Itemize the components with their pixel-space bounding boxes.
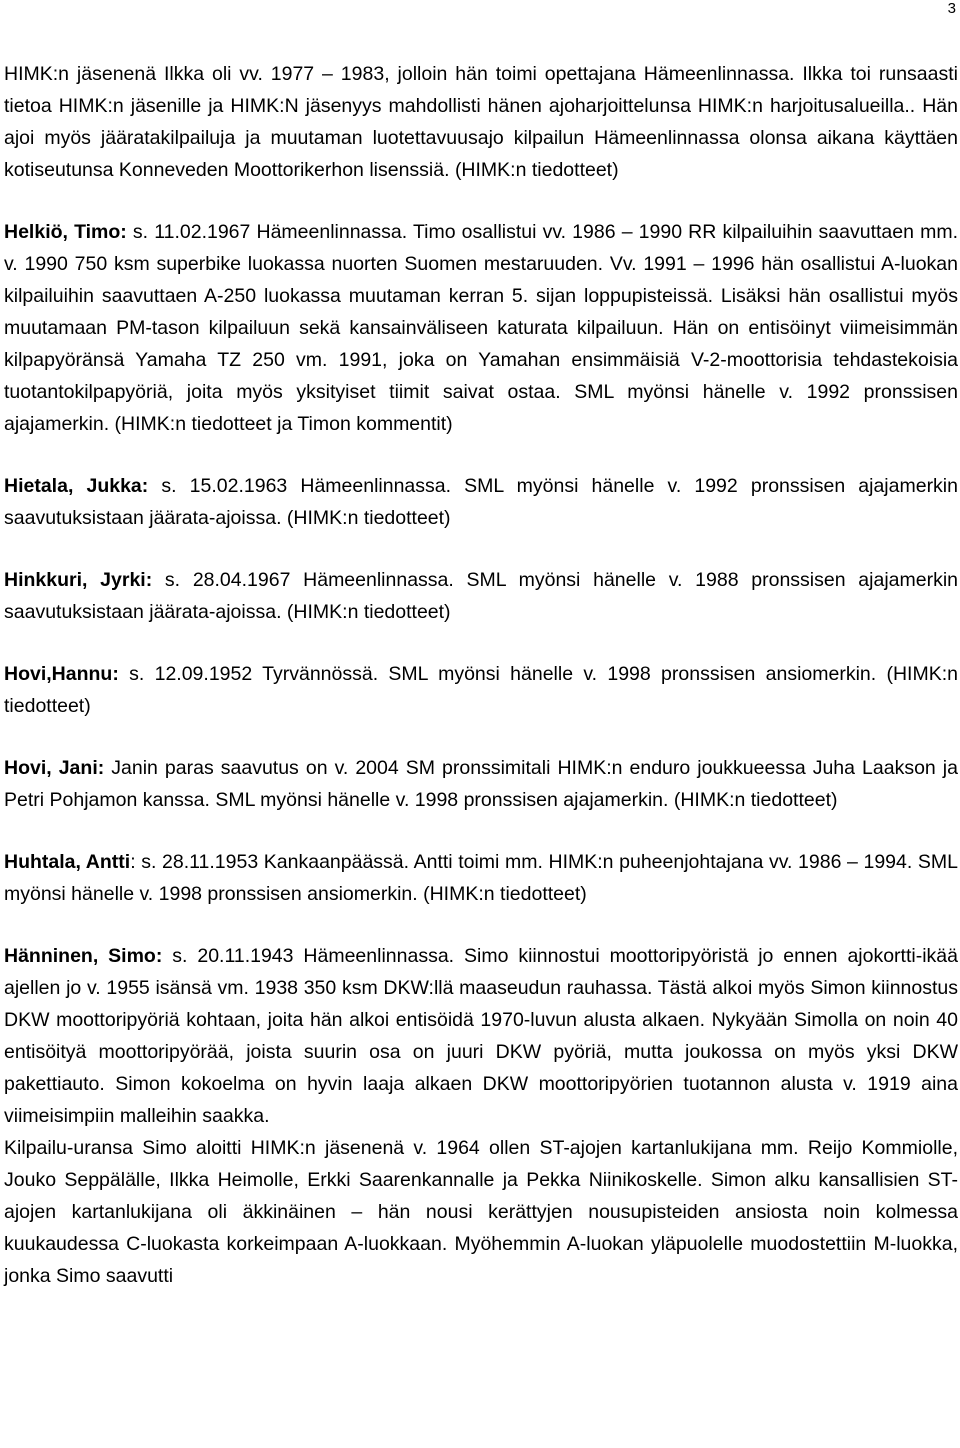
- entry-text: Kilpailu-uransa Simo aloitti HIMK:n jäsenenä v. 1964 ollen ST-ajojen kartanlukijana mm. Reijo Kommiolle, Jouko Seppälälle, Ilkka Heimolle, Erkki Saarenkannalle ja Pekka Niinikoskelle. Simon alku kansallisien ST-ajojen kartanlukijana oli äkkinäinen – hän nousi kerättyjen nousupisteiden ansiosta noin kolmessa kuukaudessa C-luokasta korkeimpaan A-luokkaan. Myöhemmin A-luokan yläpuolelle muodostettiin M-luokka, jonka Simo saavutti: [4, 1137, 958, 1287]
- entry-paragraph: [4, 470, 958, 534]
- entry-text: : s. 28.11.1953 Kankaanpäässä. Antti toimi mm. HIMK:n puheenjohtajana vv. 1986 – 1994. SML myönsi hänelle v. 1998 pronssisen ansiomerkin. (HIMK:n tiedotteet): [4, 851, 958, 905]
- entry-text: s. 28.04.1967 Hämeenlinnassa. SML myönsi hänelle v. 1988 pronssisen ajajamerkin saavutuksistaan jäärata-ajoissa. (HIMK:n tiedotteet): [4, 569, 959, 623]
- entry-paragraph: [4, 846, 958, 910]
- entry-paragraph: [4, 940, 958, 1132]
- entry-name: Hietala, Jukka:: [4, 475, 149, 497]
- entry-text: HIMK:n jäsenenä Ilkka oli vv. 1977 – 1983, jolloin hän toimi opettajana Hämeenlinnassa. Ilkka toi runsaasti tietoa HIMK:n jäsenille ja HIMK:N jäsenyys mahdollisti hänen ajoharjoittelunsa HIMK:n harjoitusalueilla.. Hän ajoi myös jääratakilpailuja ja muutaman luotettavuusajo kilpailun Hämeenlinnassa olonsa aikana käyttäen kotiseutunsa Konneveden Moottorikerhon lisenssiä. (HIMK:n tiedotteet): [4, 63, 958, 181]
- entry-paragraph: [4, 564, 958, 628]
- entry-paragraph: [4, 58, 958, 186]
- entry-paragraph: [4, 752, 958, 816]
- page-number: 3: [947, 0, 956, 17]
- entry-name: Huhtala, Antti: [4, 851, 131, 873]
- entry-paragraph: [4, 1132, 958, 1292]
- entry-name: Hovi, Jani:: [4, 757, 105, 779]
- entry-name: Hänninen, Simo:: [4, 945, 163, 967]
- entry-paragraph: [4, 658, 958, 722]
- entry-text: Janin paras saavutus on v. 2004 SM pronssimitali HIMK:n enduro joukkueessa Juha Laakson ja Petri Pohjamon kanssa. SML myönsi hänelle v. 1998 pronssisen ajajamerkin. (HIMK:n tiedotteet): [4, 757, 958, 811]
- entry-name: Helkiö, Timo:: [4, 221, 127, 243]
- entry-text: s. 20.11.1943 Hämeenlinnassa. Simo kiinnostui moottoripyöristä jo ennen ajokortti-ikää ajellen jo v. 1955 isänsä vm. 1938 350 ksm DKW:llä maaseudun rauhassa. Tästä alkoi myös Simon kiinnostus DKW moottoripyöriä kohtaan, joita hän alkoi entisöidä 1970-luvun alusta alkaen. Nykyään Simolla on noin 40 entisöityä moottoripyörää, joista suurin osa on juuri DKW pyöriä, mutta joukossa on myös yksi DKW pakettiauto. Simon kokoelma on hyvin laaja alkaen DKW moottoripyörien tuotannon alusta v. 1919 aina viimeisimpiin malleihin saakka.: [4, 945, 958, 1127]
- entry-name: Hinkkuri, Jyrki:: [4, 569, 153, 591]
- entry-name: Hovi,Hannu:: [4, 663, 119, 685]
- entry-text: s. 12.09.1952 Tyrvännössä. SML myönsi hänelle v. 1998 pronssisen ansiomerkin. (HIMK:n tiedotteet): [4, 663, 958, 717]
- entry-paragraph: [4, 216, 958, 440]
- entry-text: s. 15.02.1963 Hämeenlinnassa. SML myönsi hänelle v. 1992 pronssisen ajajamerkin saavutuksistaan jäärata-ajoissa. (HIMK:n tiedotteet): [4, 475, 958, 529]
- document-body: [4, 58, 958, 1292]
- entry-text: s. 11.02.1967 Hämeenlinnassa. Timo osallistui vv. 1986 – 1990 RR kilpailuihin saavuttaen mm. v. 1990 750 ksm superbike luokassa nuorten Suomen mestaruuden. Vv. 1991 – 1996 hän osallistui A-luokan kilpailuihin saavuttaen A-250 luokassa muutaman kerran 5. sijan loppupisteissä. Lisäksi hän osallistui myös muutamaan PM-tason kilpailuun sekä kansainväliseen katurata kilpailuun. Hän on entisöinyt viimeisimmän kilpapyöränsä Yamaha TZ 250 vm. 1991, joka on Yamahan ensimmäisiä V-2-moottorisia tehdastekoisia tuotantokilpapyöriä, joita myös yksityiset tiimit saivat ostaa. SML myönsi hänelle v. 1992 pronssisen ajajamerkin. (HIMK:n tiedotteet ja Timon kommentit): [4, 221, 958, 435]
